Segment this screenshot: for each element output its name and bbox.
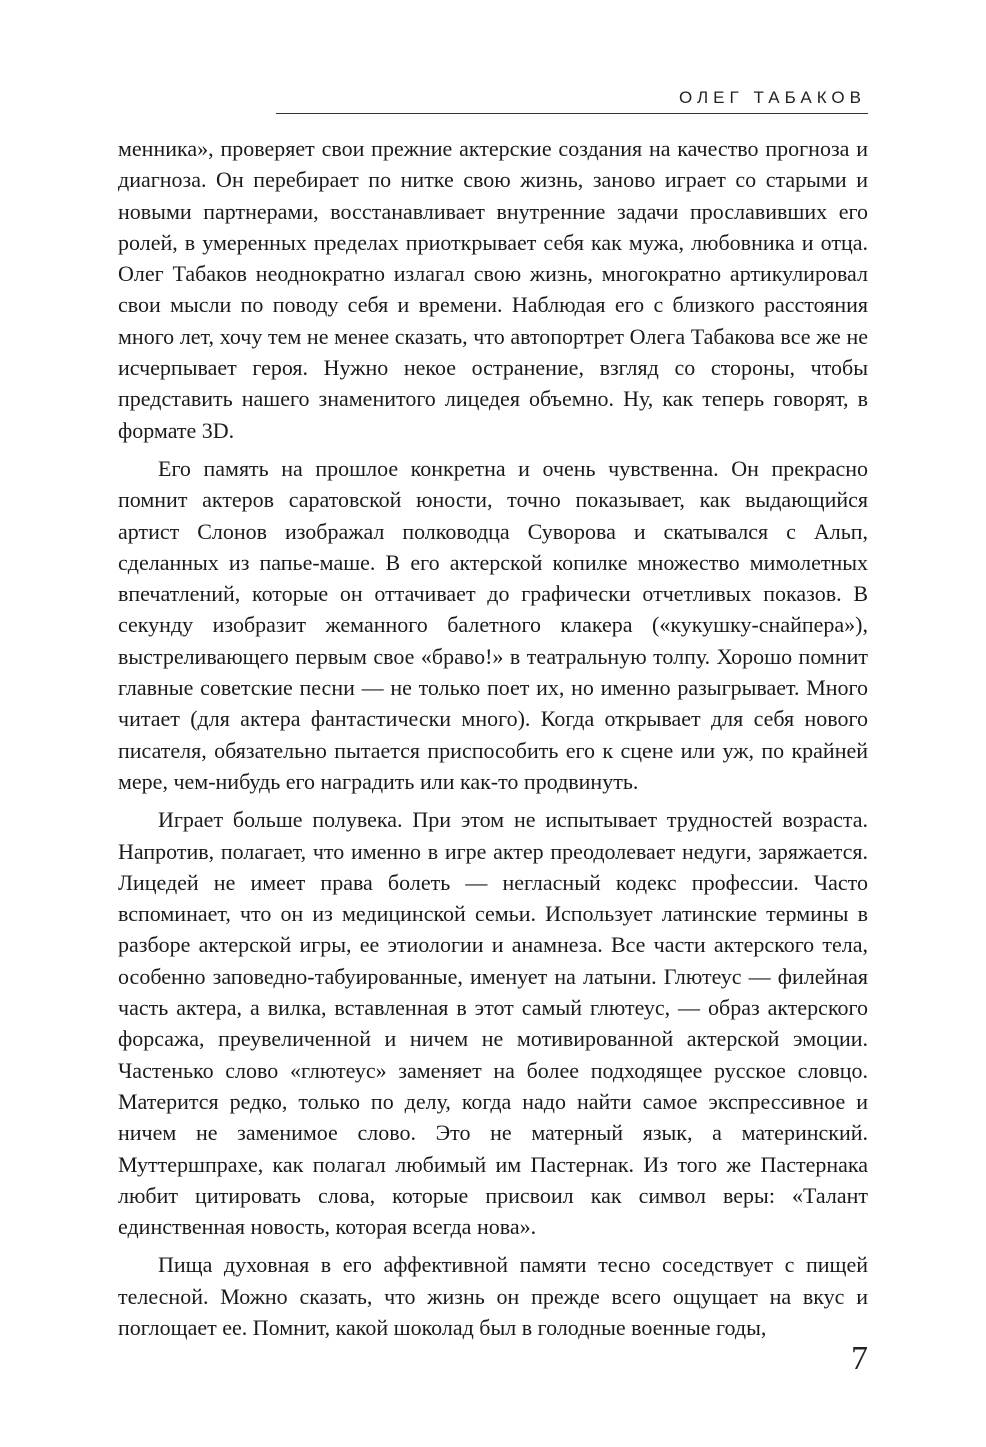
body-text <box>118 133 868 1343</box>
page-number: 7 <box>851 1340 868 1377</box>
paragraph: менника», проверяет свои прежние актерские создания на качество прогноза и диагноза. Он перебирает по нитке свою жизнь, заново играет со старыми и новыми партнерами, восстанавливает внутренние задачи прославивших его ролей, в умеренных пределах приоткрывает себя как мужа, любовника и отца. Олег Табаков неоднократно излагал свою жизнь, многократно артикулировал свои мысли по поводу себя и времени. Наблюдая его с близкого расстояния много лет, хочу тем не менее сказать, что автопортрет Олега Табакова все же не исчерпывает героя. Нужно некое остранение, взгляд со стороны, чтобы представить нашего знаменитого лицедея объемно. Ну, как теперь говорят, в формате 3D. <box>118 136 868 443</box>
paragraph: Пища духовная в его аффективной памяти тесно соседствует с пищей телесной. Можно сказать, что жизнь он прежде всего ощущает на вкус и поглощает ее. Помнит, какой шоколад был в голодные военные годы, <box>118 1252 868 1340</box>
running-head: ОЛЕГ ТАБАКОВ <box>678 88 866 107</box>
paragraph: Играет больше полувека. При этом не испытывает трудностей возраста. Напротив, полагает, что именно в игре актер преодолевает недуги, заряжается. Лицедей не имеет права болеть — негласный кодекс профессии. Часто вспоминает, что он из медицинской семьи. Использует латинские термины в разборе актерской игры, ее этиологии и анамнеза. Все части актерского тела, особенно заповедно-табуированные, именует на латыни. Глютеус — филейная часть актера, а вилка, вставленная в этот самый глютеус, — образ актерского форсажа, преувеличенной и ничем не мотивированной актерской эмоции. Частенько слово «глютеус» заменяет на более подходящее русское словцо. Матерится редко, только по делу, когда надо найти самое экспрессивное и ничем не заменимое слово. Это не матерный язык, а материнский. Муттершпрахе, как полагал любимый им Пастернак. Из того же Пастернака любит цитировать слова, которые присвоил как символ веры: «Талант единственная новость, которая всегда нова». <box>118 807 868 1240</box>
header-rule <box>276 113 868 114</box>
paragraph: Его память на прошлое конкретна и очень чувственна. Он прекрасно помнит актеров саратовской юности, точно показывает, как выдающийся артист Слонов изображал полководца Суворова и скатывался с Альп, сделанных из папье-маше. В его актерской копилке множество мимолетных впечатлений, которые он оттачивает до графически отчетливых показов. В секунду изобразит жеманного балетного клакера («кукушку-снайпера»), выстреливающего первым свое «браво!» в театральную толпу. Хорошо помнит главные советские песни — не только поет их, но именно разыгрывает. Много читает (для актера фантастически много). Когда открывает для себя нового писателя, обязательно пытается приспособить его к сцене или уж, по крайней мере, чем-нибудь его наградить или как-то продвинуть. <box>118 455 868 794</box>
